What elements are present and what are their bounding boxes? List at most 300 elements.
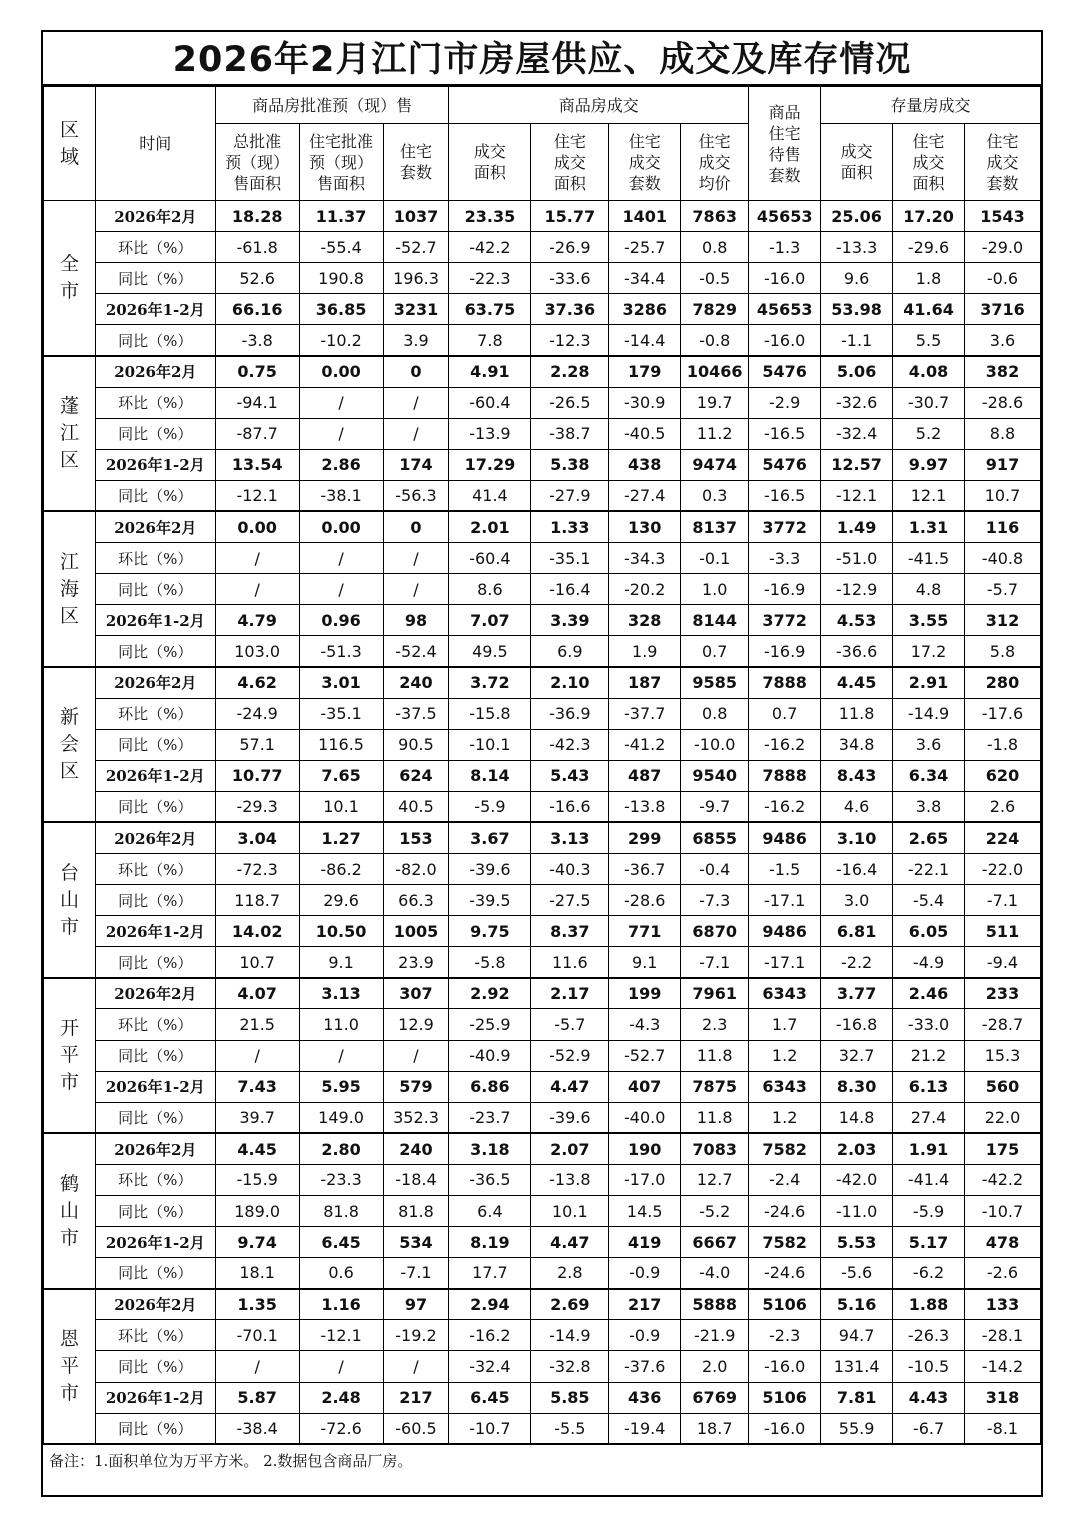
- table-cell: 103.0: [215, 636, 299, 667]
- table-cell: 10.7: [215, 947, 299, 978]
- table-cell: -7.1: [383, 1258, 449, 1289]
- table-cell: 1.31: [893, 511, 965, 542]
- table-cell: 179: [609, 356, 681, 387]
- table-cell: 1.35: [215, 1289, 299, 1320]
- table-cell: 116.5: [299, 729, 383, 760]
- table-cell: -25.9: [449, 1009, 531, 1040]
- table-cell: /: [215, 543, 299, 574]
- row-label: 环比（%）: [95, 543, 215, 574]
- table-cell: 4.47: [531, 1227, 609, 1258]
- table-cell: 1.91: [893, 1133, 965, 1164]
- table-cell: 217: [609, 1289, 681, 1320]
- table-cell: -10.7: [965, 1196, 1041, 1227]
- table-cell: -26.9: [531, 232, 609, 263]
- table-cell: 487: [609, 760, 681, 791]
- table-cell: -60.5: [383, 1413, 449, 1444]
- region-name: 新 会 区: [44, 667, 96, 822]
- table-row: [44, 387, 1041, 418]
- row-label: 同比（%）: [95, 418, 215, 449]
- table-cell: 3.9: [383, 325, 449, 356]
- table-cell: 14.8: [821, 1102, 893, 1133]
- table-cell: -19.2: [383, 1320, 449, 1351]
- table-cell: 17.20: [893, 201, 965, 232]
- table-cell: /: [383, 543, 449, 574]
- table-cell: 11.0: [299, 1009, 383, 1040]
- table-cell: 0.00: [299, 356, 383, 387]
- table-cell: 6.86: [449, 1071, 531, 1102]
- table-cell: 9.74: [215, 1227, 299, 1258]
- table-cell: /: [383, 418, 449, 449]
- table-cell: -14.9: [531, 1320, 609, 1351]
- table-cell: 14.5: [609, 1196, 681, 1227]
- table-cell: -24.6: [749, 1258, 821, 1289]
- table-cell: -16.8: [821, 1009, 893, 1040]
- row-label: 同比（%）: [95, 1258, 215, 1289]
- data-table: [43, 86, 1041, 1445]
- table-cell: -24.9: [215, 698, 299, 729]
- table-cell: /: [215, 574, 299, 605]
- region-name: 鹤 山 市: [44, 1133, 96, 1288]
- table-cell: 4.08: [893, 356, 965, 387]
- table-cell: -10.0: [681, 729, 749, 760]
- table-cell: 98: [383, 605, 449, 636]
- table-row: [44, 1133, 1041, 1164]
- table-row: [44, 1413, 1041, 1444]
- table-cell: 12.9: [383, 1009, 449, 1040]
- table-cell: -36.6: [821, 636, 893, 667]
- table-cell: 0.7: [681, 636, 749, 667]
- table-cell: 10466: [681, 356, 749, 387]
- table-cell: 5.85: [531, 1382, 609, 1413]
- table-cell: 133: [965, 1289, 1041, 1320]
- table-cell: -32.4: [821, 418, 893, 449]
- table-row: [44, 232, 1041, 263]
- table-cell: 1.88: [893, 1289, 965, 1320]
- table-cell: -12.1: [299, 1320, 383, 1351]
- table-cell: -24.6: [749, 1196, 821, 1227]
- table-cell: -21.9: [681, 1320, 749, 1351]
- table-cell: 328: [609, 605, 681, 636]
- table-cell: -16.0: [749, 1413, 821, 1444]
- table-cell: -9.7: [681, 791, 749, 822]
- table-cell: 174: [383, 449, 449, 480]
- table-cell: 9486: [749, 822, 821, 853]
- table-cell: -35.1: [299, 698, 383, 729]
- table-cell: -87.7: [215, 418, 299, 449]
- table-cell: 1543: [965, 201, 1041, 232]
- table-cell: 3286: [609, 294, 681, 325]
- table-cell: -1.3: [749, 232, 821, 263]
- table-cell: 2.28: [531, 356, 609, 387]
- table-cell: 11.37: [299, 201, 383, 232]
- table-row: [44, 916, 1041, 947]
- table-cell: 18.7: [681, 1413, 749, 1444]
- page-title: 2026年2月江门市房屋供应、成交及库存情况: [43, 32, 1041, 86]
- table-cell: 39.7: [215, 1102, 299, 1133]
- table-cell: -37.6: [609, 1351, 681, 1382]
- table-cell: 3.67: [449, 822, 531, 853]
- row-label: 2026年1-2月: [95, 1227, 215, 1258]
- row-label: 同比（%）: [95, 947, 215, 978]
- table-cell: -4.9: [893, 947, 965, 978]
- table-cell: -40.8: [965, 543, 1041, 574]
- table-cell: 8.6: [449, 574, 531, 605]
- table-cell: -11.0: [821, 1196, 893, 1227]
- table-cell: -16.4: [531, 574, 609, 605]
- table-cell: 0.6: [299, 1258, 383, 1289]
- table-cell: 2.6: [965, 791, 1041, 822]
- row-label: 同比（%）: [95, 325, 215, 356]
- table-cell: 3.6: [893, 729, 965, 760]
- row-label: 2026年2月: [95, 667, 215, 698]
- table-cell: -19.4: [609, 1413, 681, 1444]
- table-cell: 5476: [749, 356, 821, 387]
- table-cell: 19.7: [681, 387, 749, 418]
- table-cell: /: [299, 1351, 383, 1382]
- table-cell: 6.05: [893, 916, 965, 947]
- table-cell: -5.4: [893, 885, 965, 916]
- table-cell: 7582: [749, 1133, 821, 1164]
- table-cell: -0.6: [965, 263, 1041, 294]
- table-cell: 2.0: [681, 1351, 749, 1382]
- table-cell: 0.00: [299, 511, 383, 542]
- table-cell: 2.03: [821, 1133, 893, 1164]
- table-cell: -23.3: [299, 1164, 383, 1195]
- row-label: 2026年1-2月: [95, 1071, 215, 1102]
- table-cell: 9.1: [299, 947, 383, 978]
- table-cell: 3231: [383, 294, 449, 325]
- table-row: [44, 729, 1041, 760]
- table-cell: -10.1: [449, 729, 531, 760]
- table-cell: 0.00: [215, 511, 299, 542]
- row-label: 2026年2月: [95, 1289, 215, 1320]
- table-cell: 5.8: [965, 636, 1041, 667]
- table-cell: 25.06: [821, 201, 893, 232]
- table-cell: 6667: [681, 1227, 749, 1258]
- table-cell: 4.43: [893, 1382, 965, 1413]
- table-cell: 0: [383, 356, 449, 387]
- table-cell: -14.9: [893, 698, 965, 729]
- row-label: 2026年1-2月: [95, 449, 215, 480]
- table-cell: 5.06: [821, 356, 893, 387]
- table-cell: 15.3: [965, 1040, 1041, 1071]
- table-row: [44, 1382, 1041, 1413]
- table-cell: -52.4: [383, 636, 449, 667]
- table-cell: -39.5: [449, 885, 531, 916]
- table-cell: 7875: [681, 1071, 749, 1102]
- table-cell: 5.38: [531, 449, 609, 480]
- table-cell: 1.33: [531, 511, 609, 542]
- table-row: [44, 201, 1041, 232]
- table-cell: -36.7: [609, 853, 681, 884]
- table-cell: -4.0: [681, 1258, 749, 1289]
- table-cell: -33.6: [531, 263, 609, 294]
- table-row: [44, 1009, 1041, 1040]
- table-cell: 5476: [749, 449, 821, 480]
- table-cell: 6343: [749, 978, 821, 1009]
- table-cell: 9540: [681, 760, 749, 791]
- table-cell: 217: [383, 1382, 449, 1413]
- table-cell: 7.81: [821, 1382, 893, 1413]
- table-row: [44, 1227, 1041, 1258]
- table-cell: 2.69: [531, 1289, 609, 1320]
- table-cell: 10.50: [299, 916, 383, 947]
- table-cell: -16.5: [749, 480, 821, 511]
- table-cell: 196.3: [383, 263, 449, 294]
- table-cell: 23.9: [383, 947, 449, 978]
- table-cell: 17.7: [449, 1258, 531, 1289]
- table-cell: -7.3: [681, 885, 749, 916]
- table-cell: 8.19: [449, 1227, 531, 1258]
- region-name: 全 市: [44, 201, 96, 356]
- table-cell: -16.2: [749, 729, 821, 760]
- table-cell: 1.49: [821, 511, 893, 542]
- table-cell: -13.8: [609, 791, 681, 822]
- table-cell: -4.3: [609, 1009, 681, 1040]
- table-cell: 66.3: [383, 885, 449, 916]
- table-row: [44, 1164, 1041, 1195]
- table-cell: 27.4: [893, 1102, 965, 1133]
- row-label: 同比（%）: [95, 885, 215, 916]
- table-cell: -5.9: [449, 791, 531, 822]
- table-cell: 17.2: [893, 636, 965, 667]
- table-cell: -41.2: [609, 729, 681, 760]
- table-cell: -2.2: [821, 947, 893, 978]
- table-cell: -28.6: [609, 885, 681, 916]
- table-cell: 4.8: [893, 574, 965, 605]
- table-cell: 3.18: [449, 1133, 531, 1164]
- table-cell: /: [215, 1351, 299, 1382]
- table-cell: 18.28: [215, 201, 299, 232]
- table-cell: 3.04: [215, 822, 299, 853]
- table-row: [44, 822, 1041, 853]
- table-cell: 55.9: [821, 1413, 893, 1444]
- table-cell: -0.4: [681, 853, 749, 884]
- table-cell: -39.6: [531, 1102, 609, 1133]
- table-cell: 5888: [681, 1289, 749, 1320]
- row-label: 同比（%）: [95, 729, 215, 760]
- table-cell: 436: [609, 1382, 681, 1413]
- table-cell: 41.4: [449, 480, 531, 511]
- table-cell: -5.9: [893, 1196, 965, 1227]
- table-cell: 41.64: [893, 294, 965, 325]
- table-cell: 233: [965, 978, 1041, 1009]
- table-cell: -10.7: [449, 1413, 531, 1444]
- table-cell: 6.13: [893, 1071, 965, 1102]
- table-cell: 240: [383, 1133, 449, 1164]
- table-cell: 478: [965, 1227, 1041, 1258]
- table-cell: /: [299, 418, 383, 449]
- table-cell: 8.43: [821, 760, 893, 791]
- table-cell: 7.07: [449, 605, 531, 636]
- table-cell: 0.75: [215, 356, 299, 387]
- row-label: 同比（%）: [95, 791, 215, 822]
- table-cell: 771: [609, 916, 681, 947]
- table-cell: 7829: [681, 294, 749, 325]
- table-cell: -42.2: [965, 1164, 1041, 1195]
- table-cell: 0.7: [749, 698, 821, 729]
- table-cell: 5.43: [531, 760, 609, 791]
- table-cell: 6.9: [531, 636, 609, 667]
- table-cell: 10.1: [299, 791, 383, 822]
- table-row: [44, 356, 1041, 387]
- table-cell: 4.53: [821, 605, 893, 636]
- table-cell: -22.1: [893, 853, 965, 884]
- table-cell: 8.8: [965, 418, 1041, 449]
- table-cell: -22.0: [965, 853, 1041, 884]
- table-cell: -27.9: [531, 480, 609, 511]
- table-cell: 3.77: [821, 978, 893, 1009]
- row-label: 2026年1-2月: [95, 1382, 215, 1413]
- table-cell: -40.0: [609, 1102, 681, 1133]
- table-row: [44, 294, 1041, 325]
- table-cell: 190: [609, 1133, 681, 1164]
- table-cell: 8137: [681, 511, 749, 542]
- table-cell: 2.48: [299, 1382, 383, 1413]
- header-group-presale: 商品房批准预（现）售: [215, 87, 449, 124]
- table-cell: 37.36: [531, 294, 609, 325]
- table-cell: -16.4: [821, 853, 893, 884]
- table-cell: 11.8: [821, 698, 893, 729]
- table-cell: 2.8: [531, 1258, 609, 1289]
- table-row: [44, 418, 1041, 449]
- table-cell: 34.8: [821, 729, 893, 760]
- table-cell: 7.43: [215, 1071, 299, 1102]
- table-cell: -14.4: [609, 325, 681, 356]
- table-cell: -34.4: [609, 263, 681, 294]
- table-cell: -14.2: [965, 1351, 1041, 1382]
- table-cell: 224: [965, 822, 1041, 853]
- table-row: [44, 698, 1041, 729]
- table-cell: -52.7: [383, 232, 449, 263]
- table-cell: -20.2: [609, 574, 681, 605]
- table-cell: -42.2: [449, 232, 531, 263]
- table-cell: -41.4: [893, 1164, 965, 1195]
- table-cell: /: [299, 1040, 383, 1071]
- header-col-8: 商品 住宅 待售 套数: [749, 87, 821, 201]
- table-row: [44, 1351, 1041, 1382]
- table-cell: 4.45: [821, 667, 893, 698]
- table-cell: -0.5: [681, 263, 749, 294]
- table-row: [44, 480, 1041, 511]
- table-cell: 4.45: [215, 1133, 299, 1164]
- table-cell: 23.35: [449, 201, 531, 232]
- table-cell: -36.5: [449, 1164, 531, 1195]
- row-label: 环比（%）: [95, 1009, 215, 1040]
- table-cell: -3.3: [749, 543, 821, 574]
- table-cell: -25.7: [609, 232, 681, 263]
- table-cell: -16.0: [749, 263, 821, 294]
- table-cell: -16.0: [749, 1351, 821, 1382]
- table-cell: -56.3: [383, 480, 449, 511]
- region-name: 开 平 市: [44, 978, 96, 1133]
- table-cell: 13.54: [215, 449, 299, 480]
- table-cell: -5.6: [821, 1258, 893, 1289]
- table-cell: 6.4: [449, 1196, 531, 1227]
- table-cell: 5106: [749, 1382, 821, 1413]
- row-label: 环比（%）: [95, 698, 215, 729]
- table-cell: 45653: [749, 294, 821, 325]
- table-cell: 7083: [681, 1133, 749, 1164]
- table-cell: -17.1: [749, 885, 821, 916]
- row-label: 2026年1-2月: [95, 760, 215, 791]
- table-cell: 7.65: [299, 760, 383, 791]
- table-cell: 3716: [965, 294, 1041, 325]
- table-cell: 0.8: [681, 698, 749, 729]
- table-cell: 0.96: [299, 605, 383, 636]
- table-cell: 6855: [681, 822, 749, 853]
- table-cell: -60.4: [449, 543, 531, 574]
- table-cell: -17.6: [965, 698, 1041, 729]
- table-cell: 0.8: [681, 232, 749, 263]
- table-cell: 14.02: [215, 916, 299, 947]
- table-cell: 189.0: [215, 1196, 299, 1227]
- table-cell: -26.5: [531, 387, 609, 418]
- table-cell: 4.07: [215, 978, 299, 1009]
- table-cell: 12.1: [893, 480, 965, 511]
- table-cell: -0.9: [609, 1258, 681, 1289]
- table-cell: -17.0: [609, 1164, 681, 1195]
- table-cell: 7582: [749, 1227, 821, 1258]
- table-cell: -26.3: [893, 1320, 965, 1351]
- table-cell: -5.2: [681, 1196, 749, 1227]
- row-label: 2026年1-2月: [95, 605, 215, 636]
- table-cell: 29.6: [299, 885, 383, 916]
- region-name: 台 山 市: [44, 822, 96, 977]
- table-cell: 299: [609, 822, 681, 853]
- table-cell: 5106: [749, 1289, 821, 1320]
- table-cell: -38.1: [299, 480, 383, 511]
- table-cell: -5.5: [531, 1413, 609, 1444]
- row-label: 2026年1-2月: [95, 294, 215, 325]
- table-cell: -5.7: [531, 1009, 609, 1040]
- table-cell: 3.6: [965, 325, 1041, 356]
- table-cell: -42.3: [531, 729, 609, 760]
- table-cell: 7888: [749, 667, 821, 698]
- table-cell: -29.0: [965, 232, 1041, 263]
- table-cell: -16.9: [749, 636, 821, 667]
- table-cell: 5.53: [821, 1227, 893, 1258]
- table-cell: /: [215, 1040, 299, 1071]
- header-col-2: 住宅 套数: [383, 124, 449, 201]
- table-cell: -37.5: [383, 698, 449, 729]
- table-cell: 2.86: [299, 449, 383, 480]
- table-cell: 15.77: [531, 201, 609, 232]
- table-cell: 12.7: [681, 1164, 749, 1195]
- table-cell: 199: [609, 978, 681, 1009]
- report-sheet: [41, 30, 1043, 1497]
- table-cell: -28.7: [965, 1009, 1041, 1040]
- table-cell: 5.95: [299, 1071, 383, 1102]
- table-cell: -72.6: [299, 1413, 383, 1444]
- table-cell: 5.17: [893, 1227, 965, 1258]
- table-cell: -13.8: [531, 1164, 609, 1195]
- table-cell: 153: [383, 822, 449, 853]
- table-cell: 419: [609, 1227, 681, 1258]
- table-cell: 6.34: [893, 760, 965, 791]
- table-row: [44, 1320, 1041, 1351]
- table-cell: 2.3: [681, 1009, 749, 1040]
- table-cell: 2.65: [893, 822, 965, 853]
- table-cell: 175: [965, 1133, 1041, 1164]
- table-cell: -1.1: [821, 325, 893, 356]
- table-cell: 36.85: [299, 294, 383, 325]
- table-cell: -16.6: [531, 791, 609, 822]
- header-col-9: 住宅 成交 面积: [893, 124, 965, 201]
- table-cell: 2.17: [531, 978, 609, 1009]
- table-cell: 2.91: [893, 667, 965, 698]
- table-cell: 2.07: [531, 1133, 609, 1164]
